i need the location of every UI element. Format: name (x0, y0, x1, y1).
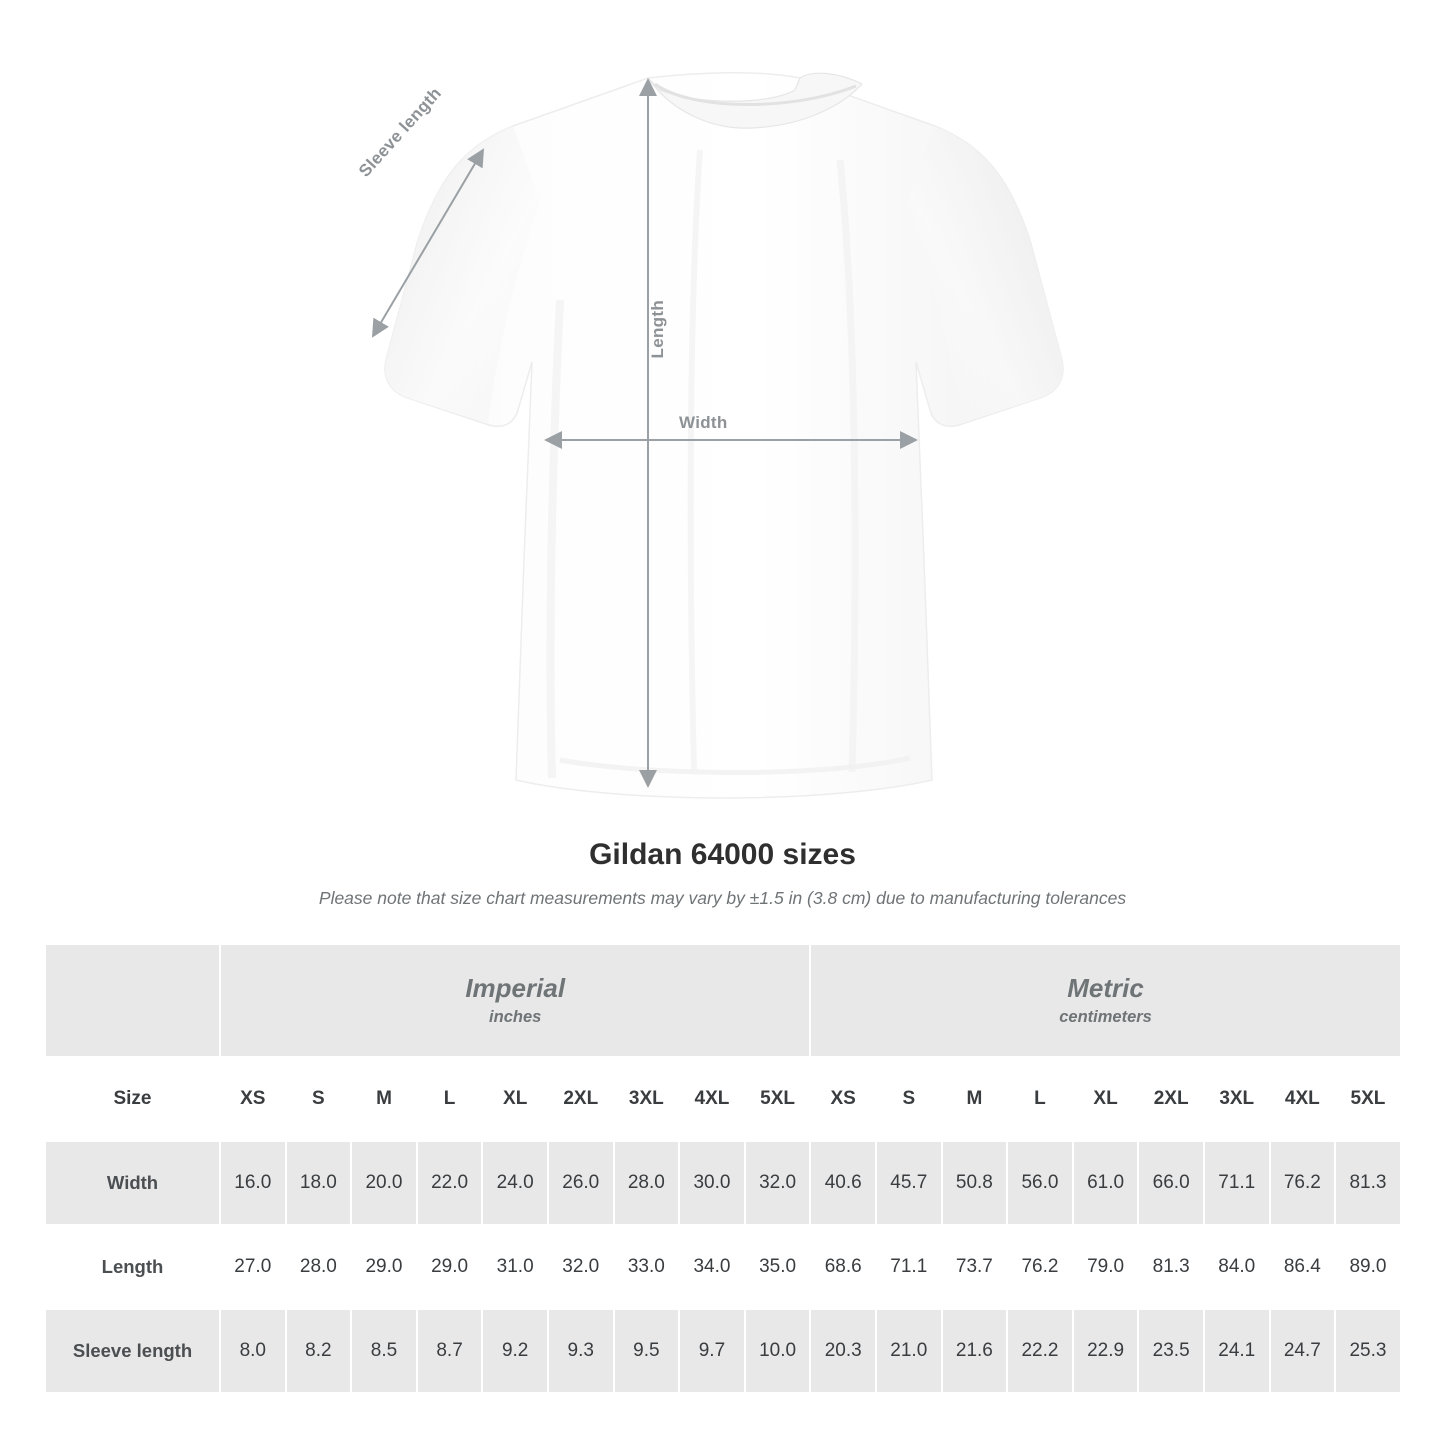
column-header: L (417, 1057, 483, 1141)
row-header-size: Size (45, 1057, 220, 1141)
column-header: S (876, 1057, 942, 1141)
cell: 30.0 (679, 1141, 745, 1225)
row-label-length: Length (45, 1225, 220, 1309)
length-label: Length (648, 300, 667, 359)
cell: 61.0 (1073, 1141, 1139, 1225)
cell: 79.0 (1073, 1225, 1139, 1309)
column-header: M (351, 1057, 417, 1141)
cell: 45.7 (876, 1141, 942, 1225)
system-name-metric: Metric (1067, 972, 1144, 1003)
cell: 40.6 (810, 1141, 876, 1225)
cell: 86.4 (1270, 1225, 1336, 1309)
cell: 20.0 (351, 1141, 417, 1225)
sleeve-length-label: Sleeve length (355, 83, 446, 181)
cell: 26.0 (548, 1141, 614, 1225)
cell: 34.0 (679, 1225, 745, 1309)
system-header-metric (810, 944, 1400, 1057)
cell: 16.0 (220, 1141, 286, 1225)
column-header: 4XL (679, 1057, 745, 1141)
column-header: XS (220, 1057, 286, 1141)
cell: 81.3 (1138, 1225, 1204, 1309)
system-header-spacer (45, 944, 220, 1057)
column-header: 3XL (1204, 1057, 1270, 1141)
cell: 9.2 (482, 1309, 548, 1393)
cell: 89.0 (1335, 1225, 1401, 1309)
cell: 18.0 (286, 1141, 352, 1225)
cell: 31.0 (482, 1225, 548, 1309)
cell: 22.9 (1073, 1309, 1139, 1393)
cell: 24.0 (482, 1141, 548, 1225)
cell: 32.0 (548, 1225, 614, 1309)
size-table (44, 943, 1402, 1394)
cell: 21.6 (942, 1309, 1008, 1393)
cell: 8.5 (351, 1309, 417, 1393)
cell: 73.7 (942, 1225, 1008, 1309)
cell: 71.1 (1204, 1141, 1270, 1225)
table-row (45, 1309, 1401, 1393)
cell: 28.0 (286, 1225, 352, 1309)
tolerance-note: Please note that size chart measurements may vary by ±1.5 in (3.8 cm) due to manufacturing tolerances (318, 888, 1127, 908)
cell: 21.0 (876, 1309, 942, 1393)
column-header: XL (1073, 1057, 1139, 1141)
column-header: 5XL (1335, 1057, 1401, 1141)
page-title: Gildan 64000 sizes (589, 838, 856, 871)
cell: 66.0 (1138, 1141, 1204, 1225)
column-header: 3XL (614, 1057, 680, 1141)
cell: 29.0 (417, 1225, 483, 1309)
cell: 81.3 (1335, 1141, 1401, 1225)
cell: 23.5 (1138, 1309, 1204, 1393)
cell: 9.3 (548, 1309, 614, 1393)
cell: 24.7 (1270, 1309, 1336, 1393)
column-header: XS (810, 1057, 876, 1141)
cell: 50.8 (942, 1141, 1008, 1225)
cell: 9.5 (614, 1309, 680, 1393)
table-row (45, 1141, 1401, 1225)
column-header: S (286, 1057, 352, 1141)
cell: 20.3 (810, 1309, 876, 1393)
column-header: 2XL (1138, 1057, 1204, 1141)
cell: 27.0 (220, 1225, 286, 1309)
width-label: Width (679, 413, 728, 432)
column-header: M (942, 1057, 1008, 1141)
size-header-row (45, 1057, 1401, 1141)
cell: 22.0 (417, 1141, 483, 1225)
size-table-wrapper (44, 943, 1401, 1394)
table-row (45, 1225, 1401, 1309)
cell: 32.0 (745, 1141, 811, 1225)
row-label-width: Width (45, 1141, 220, 1225)
cell: 76.2 (1270, 1141, 1336, 1225)
cell: 28.0 (614, 1141, 680, 1225)
cell: 8.7 (417, 1309, 483, 1393)
cell: 25.3 (1335, 1309, 1401, 1393)
shirt-shape (385, 73, 1063, 798)
system-header-imperial (220, 944, 810, 1057)
cell: 68.6 (810, 1225, 876, 1309)
cell: 9.7 (679, 1309, 745, 1393)
title-block (0, 838, 1445, 909)
column-header: 2XL (548, 1057, 614, 1141)
cell: 22.2 (1007, 1309, 1073, 1393)
system-unit-imperial: inches (489, 1008, 542, 1027)
unit-system-header-row (45, 944, 1401, 1057)
column-header: L (1007, 1057, 1073, 1141)
cell: 71.1 (876, 1225, 942, 1309)
cell: 35.0 (745, 1225, 811, 1309)
cell: 84.0 (1204, 1225, 1270, 1309)
cell: 24.1 (1204, 1309, 1270, 1393)
cell: 29.0 (351, 1225, 417, 1309)
row-label-sleeve-length: Sleeve length (45, 1309, 220, 1393)
column-header: 4XL (1270, 1057, 1336, 1141)
column-header: XL (482, 1057, 548, 1141)
cell: 8.0 (220, 1309, 286, 1393)
cell: 76.2 (1007, 1225, 1073, 1309)
system-name-imperial: Imperial (465, 972, 566, 1003)
cell: 8.2 (286, 1309, 352, 1393)
system-unit-metric: centimeters (1059, 1008, 1152, 1027)
column-header: 5XL (745, 1057, 811, 1141)
cell: 56.0 (1007, 1141, 1073, 1225)
cell: 10.0 (745, 1309, 811, 1393)
cell: 33.0 (614, 1225, 680, 1309)
